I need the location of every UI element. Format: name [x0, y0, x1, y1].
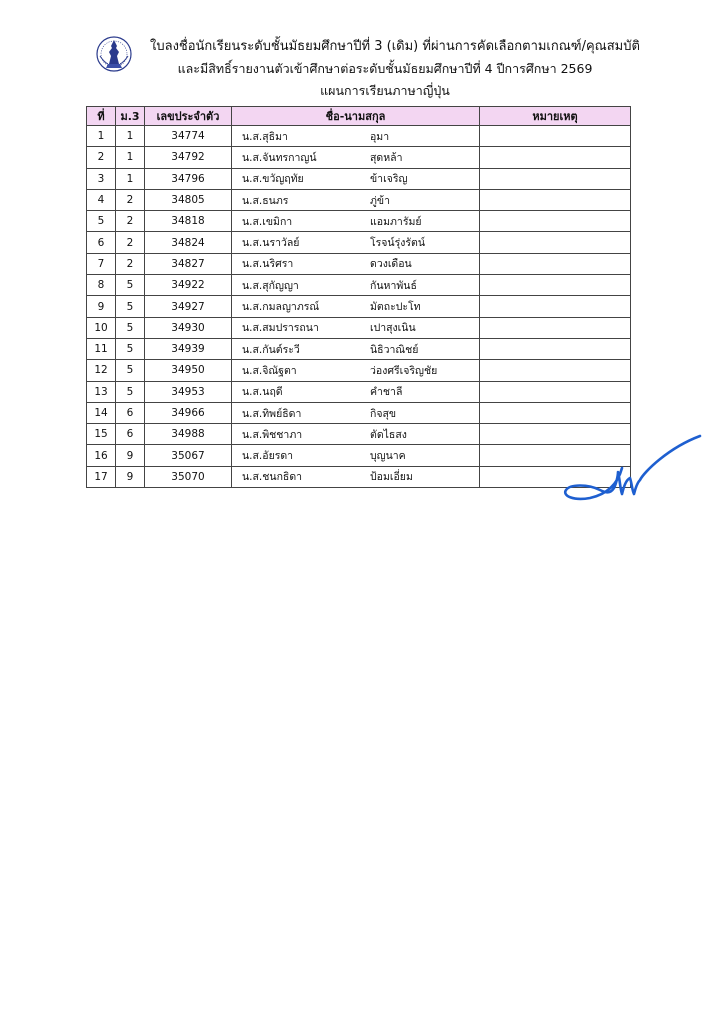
cell-class: 5: [116, 275, 145, 296]
cell-class: 2: [116, 211, 145, 232]
cell-no: 10: [87, 317, 116, 338]
cell-note: [480, 211, 631, 232]
cell-class: 2: [116, 189, 145, 210]
surname: กิจสุข: [370, 407, 397, 420]
cell-fullname: [232, 402, 480, 423]
table-row: [87, 402, 631, 423]
first-name: น.ส.อัยรดา: [242, 450, 294, 463]
cell-class: 5: [116, 381, 145, 402]
col-header-no: ที่: [87, 107, 116, 126]
cell-note: [480, 168, 631, 189]
cell-id: 34796: [145, 168, 232, 189]
cell-no: 13: [87, 381, 116, 402]
table-row: [87, 445, 631, 466]
surname: บุญนาค: [370, 450, 406, 463]
cell-id: 35067: [145, 445, 232, 466]
cell-no: 7: [87, 253, 116, 274]
cell-id: 34953: [145, 381, 232, 402]
cell-class: 5: [116, 317, 145, 338]
table-row: [87, 126, 631, 147]
cell-note: [480, 253, 631, 274]
col-header-name: ชื่อ-นามสกุล: [232, 107, 480, 126]
cell-fullname: [232, 189, 480, 210]
col-header-class: ม.3: [116, 107, 145, 126]
cell-fullname: [232, 253, 480, 274]
cell-note: [480, 381, 631, 402]
table-row: [87, 424, 631, 445]
cell-id: 34966: [145, 402, 232, 423]
cell-no: 8: [87, 275, 116, 296]
table-header-row: [87, 107, 631, 126]
cell-fullname: [232, 360, 480, 381]
first-name: น.ส.นราวัลย์: [242, 237, 300, 250]
cell-id: 34922: [145, 275, 232, 296]
title-line-1: ใบลงชื่อนักเรียนระดับชั้นมัธยมศึกษาปีที่ 3 (เดิม) ที่ผ่านการคัดเลือกตามเกณฑ์/คุณสมบัติ: [150, 39, 640, 54]
first-name: น.ส.นริศรา: [242, 258, 294, 271]
cell-fullname: [232, 317, 480, 338]
cell-fullname: [232, 126, 480, 147]
cell-class: 9: [116, 445, 145, 466]
first-name: น.ส.จันทรกาญน์: [242, 151, 317, 164]
surname: ป้อมเอี่ยม: [370, 471, 413, 484]
first-name: น.ส.ธนภร: [242, 194, 289, 207]
cell-no: 12: [87, 360, 116, 381]
cell-fullname: [232, 445, 480, 466]
first-name: น.ส.ทิพย์ธิดา: [242, 407, 302, 420]
table-row: [87, 189, 631, 210]
cell-fullname: [232, 275, 480, 296]
cell-id: 34805: [145, 189, 232, 210]
cell-class: 5: [116, 360, 145, 381]
cell-class: 1: [116, 147, 145, 168]
cell-note: [480, 402, 631, 423]
cell-class: 6: [116, 424, 145, 445]
surname: ข้าเจริญ: [370, 173, 408, 186]
first-name: น.ส.กมลญาภรณ์: [242, 301, 320, 314]
cell-fullname: [232, 147, 480, 168]
cell-class: 9: [116, 466, 145, 487]
cell-no: 4: [87, 189, 116, 210]
surname: เปาสุงเนิน: [370, 322, 416, 335]
first-name: น.ส.กันต์ระวี: [242, 343, 300, 356]
first-name: น.ส.เขมิกา: [242, 215, 293, 228]
table-row: [87, 275, 631, 296]
cell-note: [480, 317, 631, 338]
title-line-2: และมีสิทธิ์รายงานตัวเข้าศึกษาต่อระดับชั้นมัธยมศึกษาปีที่ 4 ปีการศึกษา 2569: [177, 61, 593, 76]
cell-no: 11: [87, 338, 116, 359]
first-name: น.ส.สมปรารถนา: [242, 322, 319, 335]
student-table: [86, 106, 631, 488]
cell-no: 6: [87, 232, 116, 253]
cell-no: 15: [87, 424, 116, 445]
first-name: น.ส.สุกัญญา: [242, 279, 299, 292]
cell-class: 6: [116, 402, 145, 423]
cell-id: 34950: [145, 360, 232, 381]
table-row: [87, 381, 631, 402]
table-row: [87, 253, 631, 274]
cell-note: [480, 338, 631, 359]
title-line-3: แผนการเรียนภาษาญี่ปุ่น: [320, 83, 450, 98]
surname: คำชาลี: [370, 386, 403, 399]
surname: ตัดไธสง: [370, 428, 407, 441]
cell-class: 2: [116, 232, 145, 253]
cell-note: [480, 189, 631, 210]
surname: ภู่ข้า: [370, 194, 390, 207]
cell-id: 34927: [145, 296, 232, 317]
first-name: น.ส.สุธิมา: [242, 130, 288, 143]
first-name: น.ส.จิณัฐตา: [242, 364, 297, 377]
cell-note: [480, 126, 631, 147]
cell-no: 17: [87, 466, 116, 487]
surname: มัตถะปะโท: [370, 301, 421, 314]
cell-no: 3: [87, 168, 116, 189]
cell-id: 34988: [145, 424, 232, 445]
cell-id: 34939: [145, 338, 232, 359]
table-row: [87, 147, 631, 168]
cell-note: [480, 275, 631, 296]
cell-fullname: [232, 211, 480, 232]
first-name: น.ส.นฤดี: [242, 386, 283, 399]
cell-note: [480, 232, 631, 253]
table-row: [87, 360, 631, 381]
surname: โรจน์รุ่งรัตน์: [370, 237, 426, 250]
surname: ดวงเดือน: [370, 258, 412, 271]
document-header: [150, 36, 640, 102]
surname: นิธิวาณิชย์: [370, 343, 419, 356]
cell-fullname: [232, 424, 480, 445]
cell-id: 34824: [145, 232, 232, 253]
first-name: น.ส.ชนกธิดา: [242, 471, 303, 484]
cell-note: [480, 296, 631, 317]
cell-no: 1: [87, 126, 116, 147]
cell-class: 5: [116, 338, 145, 359]
school-logo: [86, 34, 142, 82]
cell-fullname: [232, 232, 480, 253]
cell-class: 1: [116, 168, 145, 189]
first-name: น.ส.พิชชาภา: [242, 428, 303, 441]
cell-no: 2: [87, 147, 116, 168]
cell-no: 16: [87, 445, 116, 466]
cell-fullname: [232, 296, 480, 317]
cell-id: 34827: [145, 253, 232, 274]
cell-fullname: [232, 338, 480, 359]
cell-fullname: [232, 466, 480, 487]
table-row: [87, 296, 631, 317]
table-row: [87, 338, 631, 359]
cell-note: [480, 147, 631, 168]
first-name: น.ส.ขวัญฤทัย: [242, 173, 304, 186]
cell-id: 34930: [145, 317, 232, 338]
cell-class: 2: [116, 253, 145, 274]
cell-id: 35070: [145, 466, 232, 487]
table-row: [87, 317, 631, 338]
signature: [560, 428, 705, 510]
cell-id: 34774: [145, 126, 232, 147]
col-header-id: เลขประจำตัว: [145, 107, 232, 126]
surname: อุมา: [370, 130, 390, 143]
cell-class: 1: [116, 126, 145, 147]
cell-fullname: [232, 381, 480, 402]
surname: ว่องศรีเจริญชัย: [370, 364, 438, 377]
cell-no: 5: [87, 211, 116, 232]
cell-fullname: [232, 168, 480, 189]
surname: กันหาพันธ์: [370, 279, 417, 292]
cell-no: 9: [87, 296, 116, 317]
table-row: [87, 168, 631, 189]
table-row: [87, 466, 631, 487]
surname: สุดหล้า: [370, 151, 403, 164]
table-row: [87, 232, 631, 253]
cell-note: [480, 360, 631, 381]
cell-id: 34792: [145, 147, 232, 168]
cell-id: 34818: [145, 211, 232, 232]
col-header-note: หมายเหตุ: [480, 107, 631, 126]
cell-no: 14: [87, 402, 116, 423]
surname: แอมภารัมย์: [370, 215, 422, 228]
table-row: [87, 211, 631, 232]
cell-class: 5: [116, 296, 145, 317]
